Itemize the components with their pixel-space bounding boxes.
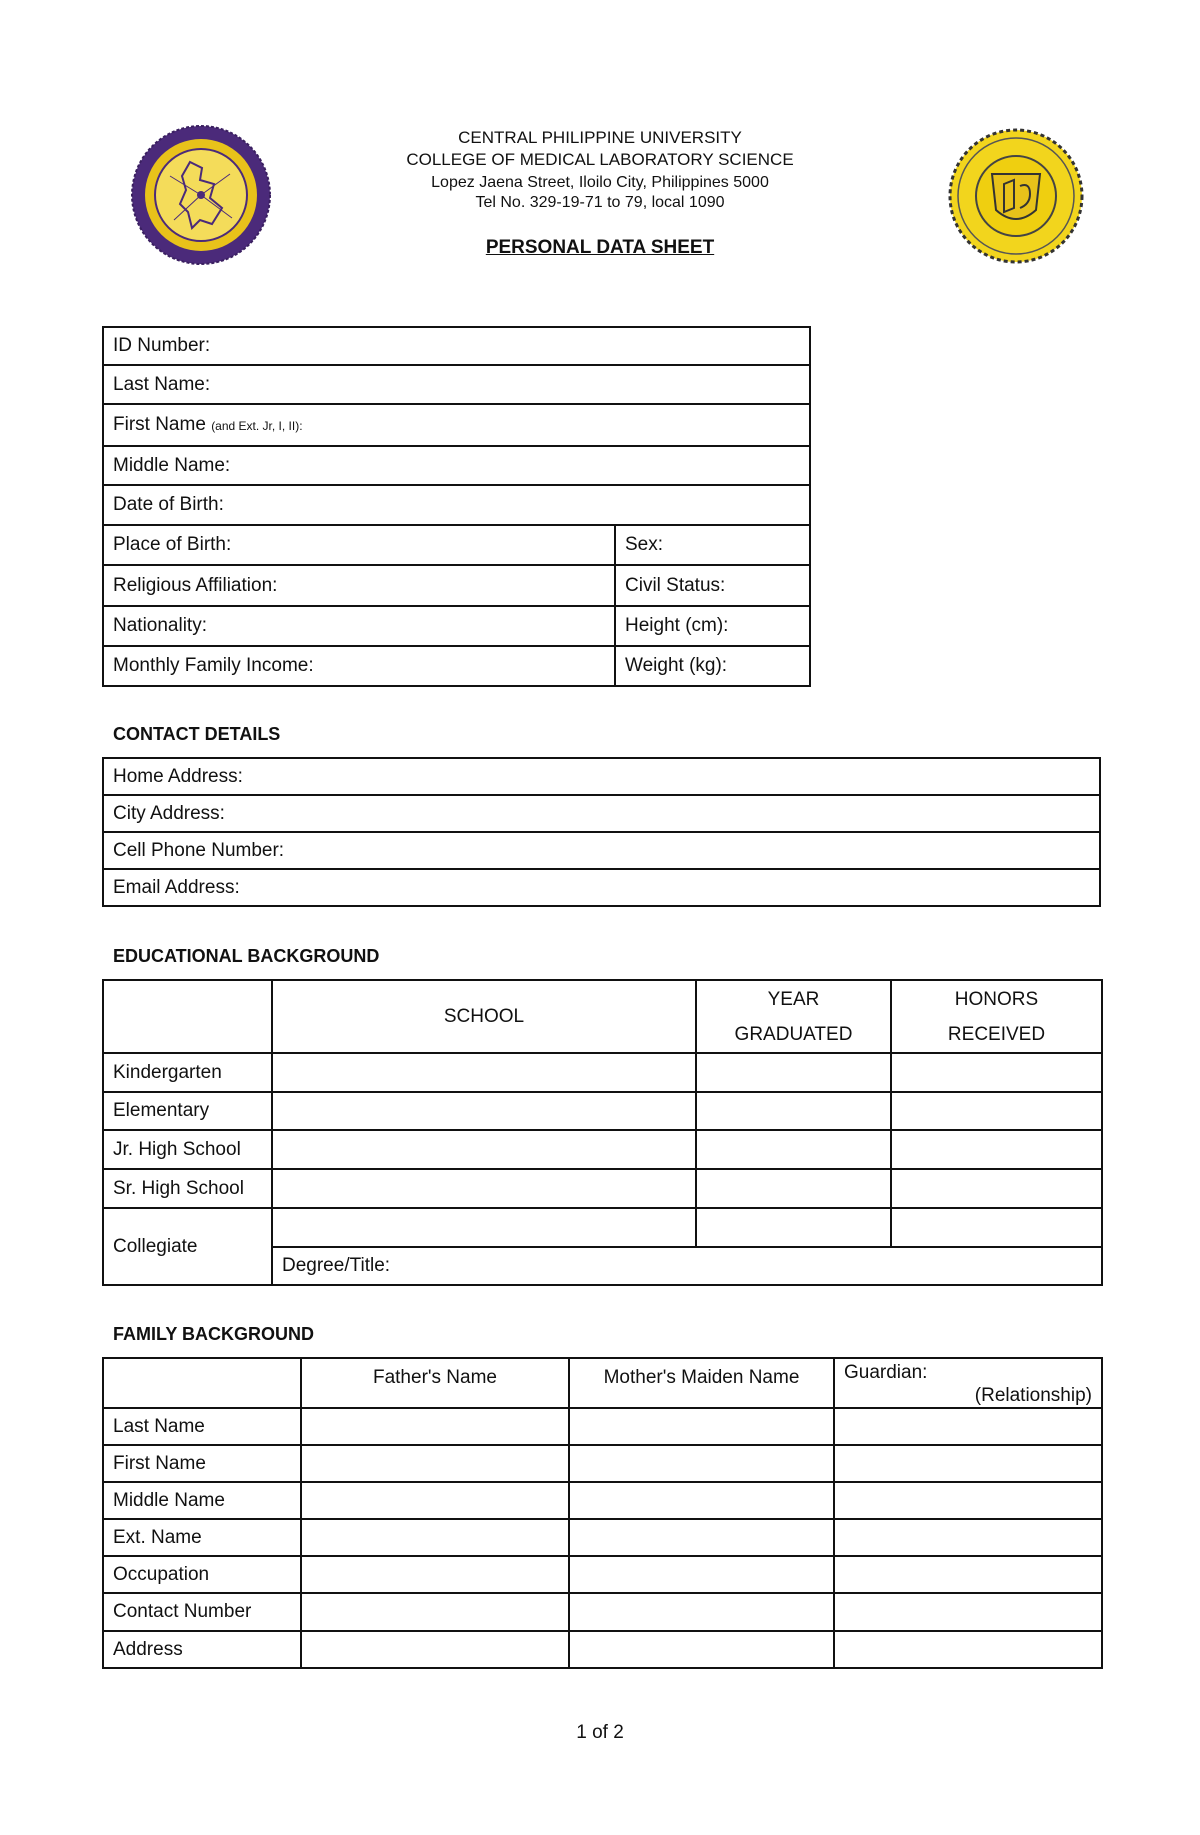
edu-school-cell[interactable] [272,1130,696,1169]
guardian-cell[interactable] [834,1445,1102,1482]
guardian-cell[interactable] [834,1593,1102,1631]
nationality-field[interactable]: Nationality: [103,606,615,646]
family-col-mother: Mother's Maiden Name [569,1358,834,1408]
personal-info-table [102,326,811,687]
civil-status-field[interactable]: Civil Status: [615,565,810,606]
edu-row-label-collegiate: Collegiate [103,1208,272,1285]
family-row-label: Last Name [103,1408,301,1445]
father-cell[interactable] [301,1445,569,1482]
table-row [103,1208,1102,1247]
edu-honors-cell[interactable] [891,1053,1102,1092]
father-cell[interactable] [301,1631,569,1668]
father-cell[interactable] [301,1408,569,1445]
guardian-label: Guardian: [844,1362,928,1383]
place-of-birth-field[interactable]: Place of Birth: [103,525,615,565]
edu-col-honors-received [891,980,1102,1053]
edu-year-cell[interactable] [696,1092,891,1130]
edu-col-school: SCHOOL [272,980,696,1053]
college-address: Lopez Jaena Street, Iloilo City, Philippines 5000 [431,174,769,191]
family-row-label: Contact Number [103,1593,301,1631]
email-address-field[interactable]: Email Address: [103,869,1100,906]
edu-row-label: Sr. High School [103,1169,272,1208]
edu-honors-cell[interactable] [891,1130,1102,1169]
table-row [103,1556,1102,1593]
edu-col-year-label-2: GRADUATED [734,1023,853,1045]
mother-cell[interactable] [569,1445,834,1482]
city-address-field[interactable]: City Address: [103,795,1100,832]
table-row [103,1519,1102,1556]
guardian-cell[interactable] [834,1556,1102,1593]
edu-honors-cell[interactable] [891,1092,1102,1130]
home-address-field[interactable]: Home Address: [103,758,1100,795]
first-name-note: (and Ext. Jr, I, II): [211,419,303,433]
table-row [103,1408,1102,1445]
relationship-label: (Relationship) [974,1385,1092,1406]
height-field[interactable]: Height (cm): [615,606,810,646]
page-title [300,237,900,259]
college-telephone: Tel No. 329-19-71 to 79, local 1090 [475,194,725,211]
edu-row-label: Kindergarten [103,1053,272,1092]
family-background-heading: FAMILY BACKGROUND [113,1324,315,1344]
edu-year-cell[interactable] [696,1053,891,1092]
mother-cell[interactable] [569,1631,834,1668]
edu-year-cell[interactable] [696,1130,891,1169]
mother-cell[interactable] [569,1593,834,1631]
family-row-label: Middle Name [103,1482,301,1519]
father-cell[interactable] [301,1556,569,1593]
edu-col-year-label-1: YEAR [767,988,820,1010]
table-row [103,1631,1102,1668]
edu-year-cell[interactable] [696,1208,891,1247]
educational-background-table [102,979,1103,1286]
edu-honors-cell[interactable] [891,1208,1102,1247]
table-row [103,1092,1102,1130]
edu-school-cell[interactable] [272,1208,696,1247]
edu-school-cell[interactable] [272,1092,696,1130]
table-row [103,1169,1102,1208]
family-col-guardian [834,1358,1102,1408]
edu-honors-cell[interactable] [891,1169,1102,1208]
table-row [103,1593,1102,1631]
page-title-text: PERSONAL DATA SHEET [485,237,715,258]
mother-cell[interactable] [569,1408,834,1445]
family-row-label: Occupation [103,1556,301,1593]
university-seal-logo [130,124,272,266]
table-row [103,1130,1102,1169]
edu-col-honors-label-1: HONORS [954,988,1039,1010]
table-row [103,1445,1102,1482]
weight-field[interactable]: Weight (kg): [615,646,810,686]
father-cell[interactable] [301,1593,569,1631]
guardian-cell[interactable] [834,1519,1102,1556]
edu-row-label: Jr. High School [103,1130,272,1169]
first-name-label: First Name [113,414,206,435]
father-cell[interactable] [301,1482,569,1519]
college-seal-logo [948,128,1084,264]
contact-details-table [102,757,1101,907]
contact-details-heading: CONTACT DETAILS [113,724,281,744]
degree-title-field[interactable]: Degree/Title: [272,1247,1102,1285]
religious-affiliation-field[interactable]: Religious Affiliation: [103,565,615,606]
page-number: 1 of 2 [576,1722,624,1743]
cell-phone-field[interactable]: Cell Phone Number: [103,832,1100,869]
edu-school-cell[interactable] [272,1053,696,1092]
university-name: CENTRAL PHILIPPINE UNIVERSITY [458,128,742,147]
family-background-table [102,1357,1103,1669]
date-of-birth-field[interactable]: Date of Birth: [103,485,810,525]
monthly-family-income-field[interactable]: Monthly Family Income: [103,646,615,686]
edu-col-honors-label-2: RECEIVED [947,1023,1046,1045]
edu-school-cell[interactable] [272,1169,696,1208]
edu-year-cell[interactable] [696,1169,891,1208]
table-row [103,1053,1102,1092]
middle-name-field[interactable]: Middle Name: [103,446,810,485]
first-name-field[interactable] [103,404,810,446]
educational-background-heading: EDUCATIONAL BACKGROUND [113,946,380,966]
mother-cell[interactable] [569,1556,834,1593]
family-row-label: First Name [103,1445,301,1482]
family-row-label: Address [103,1631,301,1668]
edu-header-blank [103,980,272,1053]
sex-field[interactable]: Sex: [615,525,810,565]
edu-col-year-graduated [696,980,891,1053]
family-row-label: Ext. Name [103,1519,301,1556]
guardian-cell[interactable] [834,1482,1102,1519]
edu-row-label: Elementary [103,1092,272,1130]
id-number-field[interactable]: ID Number: [103,327,810,365]
family-header-blank [103,1358,301,1408]
last-name-field[interactable]: Last Name: [103,365,810,404]
guardian-cell[interactable] [834,1631,1102,1668]
guardian-cell[interactable] [834,1408,1102,1445]
table-row [103,1482,1102,1519]
college-name: COLLEGE OF MEDICAL LABORATORY SCIENCE [406,150,794,169]
mother-cell[interactable] [569,1482,834,1519]
mother-cell[interactable] [569,1519,834,1556]
father-cell[interactable] [301,1519,569,1556]
family-col-father: Father's Name [301,1358,569,1408]
